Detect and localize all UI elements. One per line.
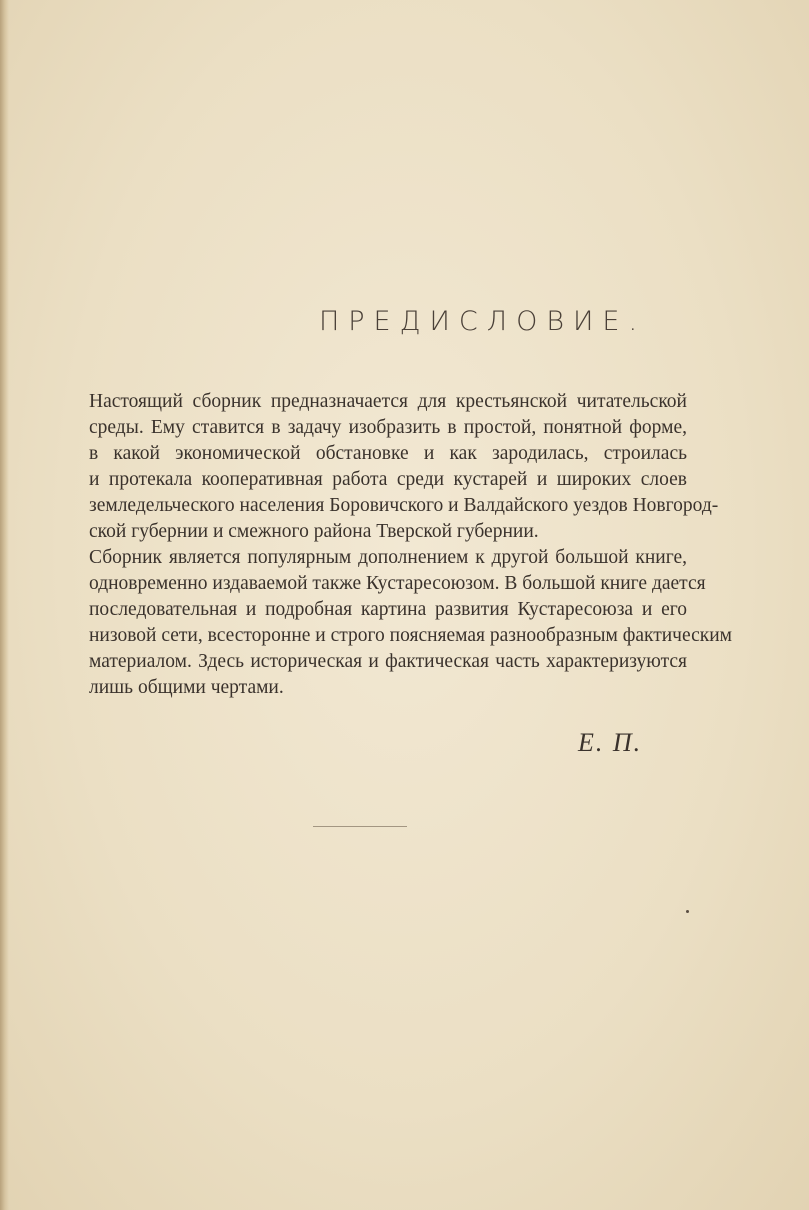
text-line: низовой сети, всесторонне и строго поясняемая разнообразным фактическим (89, 625, 733, 646)
text-line: материалом. Здесь историческая и фактическая часть характеризуются (89, 651, 687, 672)
paragraph-2 (89, 545, 733, 701)
paper-speck (686, 910, 689, 913)
text-line: и протекала кооперативная работа среди кустарей и широких слоев (89, 469, 687, 490)
text-line: земледельческого населения Боровичского и Валдайского уездов Новгород- (89, 495, 719, 516)
text-line: ской губернии и смежного района Тверской губернии. (89, 521, 539, 542)
text-line: в какой экономической обстановке и как зародилась, строилась (89, 443, 687, 464)
page-spine-edge (0, 0, 9, 1210)
text-line: Сборник является популярным дополнением к другой большой книге, (89, 547, 687, 568)
section-divider (313, 826, 407, 827)
signature: Е. П. (578, 728, 643, 757)
text-line: среды. Ему ставится в задачу изобразить в простой, понятной форме, (89, 417, 687, 438)
page-title: ПРЕДИСЛОВИЕ. (318, 306, 647, 337)
text-line: Настоящий сборник предназначается для крестьянской читательской (89, 391, 687, 412)
preface-body (89, 389, 733, 701)
text-line: одновременно издаваемой также Кустаресоюзом. В большой книге дается (89, 573, 706, 594)
paragraph-1 (89, 389, 719, 545)
text-line: последовательная и подробная картина развития Кустаресоюза и его (89, 599, 687, 620)
text-line: лишь общими чертами. (89, 677, 284, 698)
